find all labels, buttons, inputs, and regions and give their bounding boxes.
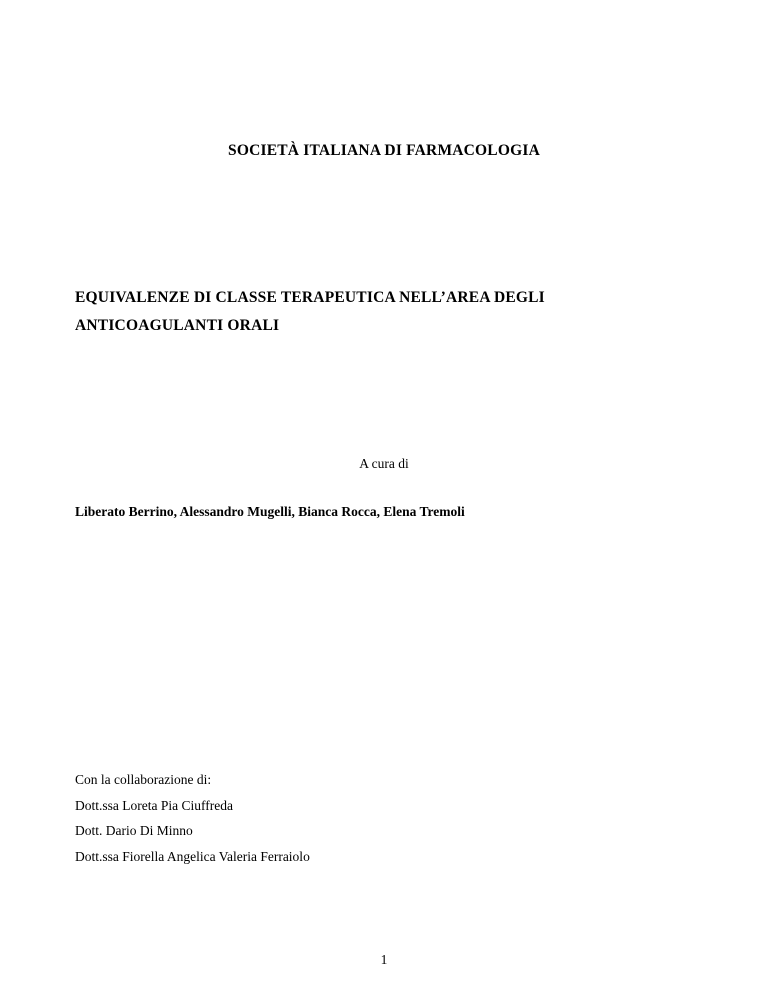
collaboration-section (75, 767, 310, 869)
document-title (75, 284, 695, 340)
collaborator-name: Dott.ssa Loreta Pia Ciuffreda (75, 797, 233, 813)
society-name: SOCIETÀ ITALIANA DI FARMACOLOGIA (228, 142, 540, 159)
editors-intro: A cura di (359, 456, 409, 471)
collaborator-name: Dott.ssa Fiorella Angelica Valeria Ferraiolo (75, 848, 310, 864)
page-number: 1 (380, 952, 388, 967)
editors-list: Liberato Berrino, Alessandro Mugelli, Bianca Rocca, Elena Tremoli (75, 504, 465, 519)
collaborator-name: Dott. Dario Di Minno (75, 823, 193, 838)
document-title-line-1: EQUIVALENZE DI CLASSE TERAPEUTICA NELL’AREA DEGLI (75, 289, 545, 306)
document-title-line-2: ANTICOAGULANTI ORALI (75, 317, 280, 334)
collaboration-intro: Con la collaborazione di: (75, 772, 212, 787)
